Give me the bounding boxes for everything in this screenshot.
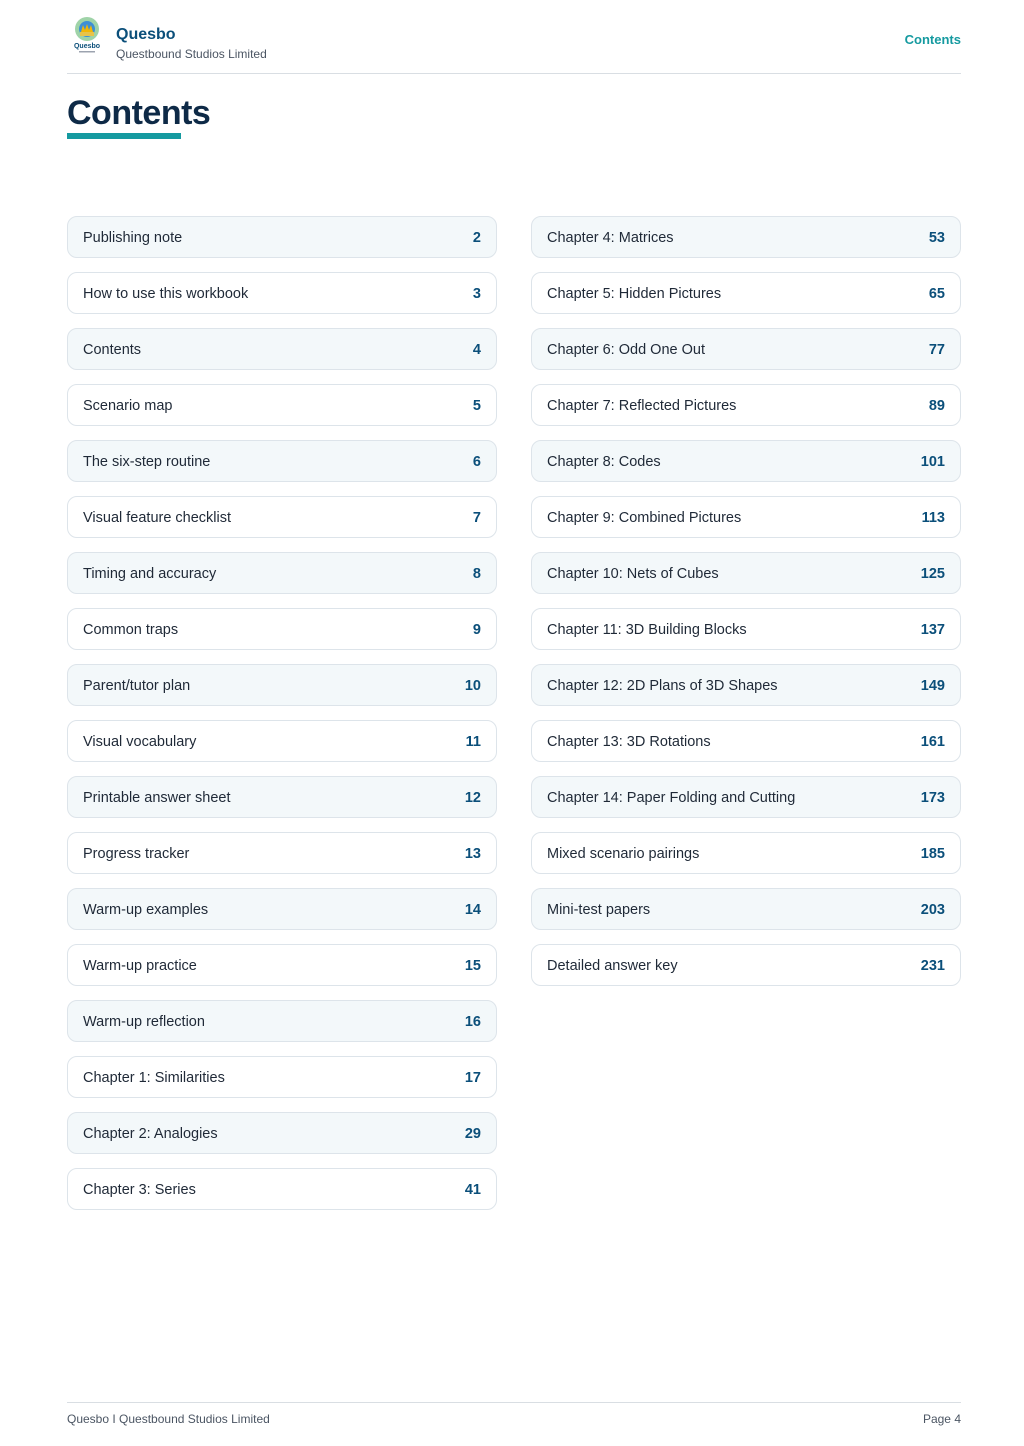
toc-entry[interactable] xyxy=(67,1168,497,1210)
toc-entry-page: 11 xyxy=(465,734,481,750)
toc-entry[interactable] xyxy=(67,944,497,986)
toc-entry[interactable] xyxy=(531,552,961,594)
toc-right-column xyxy=(531,216,961,1000)
toc-entry[interactable] xyxy=(67,776,497,818)
quesbo-logo-icon xyxy=(72,16,102,56)
page-footer xyxy=(67,1402,961,1433)
toc-entry[interactable] xyxy=(67,496,497,538)
toc-entry-page: 101 xyxy=(920,454,945,470)
toc-entry-label: Chapter 14: Paper Folding and Cutting xyxy=(547,790,796,806)
toc-entry[interactable] xyxy=(531,608,961,650)
page-title: Contents xyxy=(67,94,211,132)
toc-entry-label: Chapter 5: Hidden Pictures xyxy=(547,286,722,302)
toc-entry-label: Visual vocabulary xyxy=(83,734,197,750)
toc-entry-page: 161 xyxy=(920,734,945,750)
toc-entry-label: Chapter 6: Odd One Out xyxy=(547,342,705,358)
toc-entry-page: 137 xyxy=(920,622,945,638)
toc-entry-page: 2 xyxy=(472,230,481,246)
toc-entry-label: Chapter 7: Reflected Pictures xyxy=(547,398,737,414)
toc-entry-label: Chapter 2: Analogies xyxy=(83,1126,218,1142)
toc-entry-label: Mini-test papers xyxy=(547,902,651,918)
toc-entry-page: 12 xyxy=(464,790,481,806)
toc-entry-label: Chapter 4: Matrices xyxy=(547,230,674,246)
toc-entry-page: 8 xyxy=(472,566,481,582)
toc-entry[interactable] xyxy=(67,552,497,594)
toc-entry-label: Progress tracker xyxy=(83,846,190,862)
toc-entry[interactable] xyxy=(67,720,497,762)
toc-entry-label: Contents xyxy=(83,342,142,358)
toc-entry-label: Chapter 1: Similarities xyxy=(83,1070,225,1086)
toc-entry-label: Chapter 11: 3D Building Blocks xyxy=(547,622,747,638)
toc-entry-page: 29 xyxy=(464,1126,481,1142)
toc-entry-page: 125 xyxy=(920,566,945,582)
toc-entry-page: 185 xyxy=(920,846,945,862)
toc-entry-page: 149 xyxy=(920,678,945,694)
toc-entry[interactable] xyxy=(67,888,497,930)
toc-entry[interactable] xyxy=(531,440,961,482)
toc-entry[interactable] xyxy=(67,608,497,650)
toc-entry-page: 9 xyxy=(472,622,481,638)
logo-wordmark: Quesbo xyxy=(73,43,101,50)
toc-entry-page: 16 xyxy=(464,1014,481,1030)
brand-subtitle: Questbound Studios Limited xyxy=(116,47,267,61)
toc-entry-page: 3 xyxy=(472,286,481,302)
toc-entry[interactable] xyxy=(67,832,497,874)
toc-entry-label: Detailed answer key xyxy=(547,958,678,974)
toc-entry-label: Chapter 10: Nets of Cubes xyxy=(547,566,719,582)
contents-nav-link[interactable]: Contents xyxy=(904,32,961,47)
toc-entry-label: Visual feature checklist xyxy=(83,510,232,526)
toc-entry-label: Parent/tutor plan xyxy=(83,678,191,694)
toc-entry-page: 113 xyxy=(921,510,945,526)
toc-entry[interactable] xyxy=(67,1112,497,1154)
toc-entry[interactable] xyxy=(67,216,497,258)
toc-entry[interactable] xyxy=(531,496,961,538)
toc-entry-label: Chapter 3: Series xyxy=(83,1182,196,1198)
toc-entry-page: 41 xyxy=(464,1182,481,1198)
toc-entry[interactable] xyxy=(531,888,961,930)
toc-entry-page: 173 xyxy=(920,790,945,806)
toc-entry-page: 65 xyxy=(928,286,945,302)
title-underline xyxy=(67,133,181,139)
toc-entry[interactable] xyxy=(67,384,497,426)
page-header xyxy=(67,0,961,74)
toc-entry[interactable] xyxy=(531,272,961,314)
toc-entry-label: Chapter 9: Combined Pictures xyxy=(547,510,742,526)
toc-entry-label: Mixed scenario pairings xyxy=(547,846,700,862)
toc-entry-page: 7 xyxy=(472,510,481,526)
toc-entry-label: Chapter 8: Codes xyxy=(547,454,661,470)
brand-name: Quesbo xyxy=(116,26,176,43)
toc-entry[interactable] xyxy=(67,440,497,482)
toc-left-column xyxy=(67,216,497,1224)
toc-entry-label: Warm-up examples xyxy=(83,902,209,918)
toc-entry-page: 14 xyxy=(464,902,481,918)
footer-publisher: Quesbo I Questbound Studios Limited xyxy=(67,1412,270,1426)
toc-entry[interactable] xyxy=(531,776,961,818)
toc-entry[interactable] xyxy=(531,664,961,706)
toc-entry-page: 4 xyxy=(472,342,481,358)
toc-entry-page: 231 xyxy=(920,958,945,974)
toc-entry-page: 89 xyxy=(928,398,945,414)
toc-entry[interactable] xyxy=(531,832,961,874)
footer-page-number: Page 4 xyxy=(922,1412,961,1426)
toc-entry-label: Common traps xyxy=(83,622,179,638)
toc-entry-label: How to use this workbook xyxy=(83,286,249,302)
toc-entry[interactable] xyxy=(531,216,961,258)
toc-entry[interactable] xyxy=(531,944,961,986)
toc-entry-page: 5 xyxy=(472,398,481,414)
toc-entry-page: 15 xyxy=(464,958,481,974)
toc-entry-label: Timing and accuracy xyxy=(83,566,217,582)
toc-entry-label: Warm-up practice xyxy=(83,958,197,974)
toc-entry-label: Warm-up reflection xyxy=(83,1014,205,1030)
toc-entry-page: 53 xyxy=(928,230,945,246)
toc-entry[interactable] xyxy=(67,328,497,370)
toc-entry-page: 17 xyxy=(464,1070,481,1086)
toc-entry[interactable] xyxy=(531,720,961,762)
toc-entry[interactable] xyxy=(67,1056,497,1098)
toc-entry-label: Scenario map xyxy=(83,398,173,414)
toc-entry-label: Chapter 13: 3D Rotations xyxy=(547,734,711,750)
toc-entry-page: 203 xyxy=(920,902,945,918)
toc-entry-page: 13 xyxy=(464,846,481,862)
toc-entry-label: Printable answer sheet xyxy=(83,790,231,806)
toc-entry[interactable] xyxy=(67,1000,497,1042)
toc-entry-label: Publishing note xyxy=(83,230,183,246)
toc-entry[interactable] xyxy=(531,328,961,370)
toc-entry-page: 10 xyxy=(464,678,481,694)
toc-entry-label: The six-step routine xyxy=(83,454,211,470)
toc-entry-page: 6 xyxy=(472,454,481,470)
toc-entry[interactable] xyxy=(67,272,497,314)
toc-entry[interactable] xyxy=(67,664,497,706)
toc-entry[interactable] xyxy=(531,384,961,426)
toc-entry-page: 77 xyxy=(928,342,945,358)
toc-entry-label: Chapter 12: 2D Plans of 3D Shapes xyxy=(547,678,778,694)
